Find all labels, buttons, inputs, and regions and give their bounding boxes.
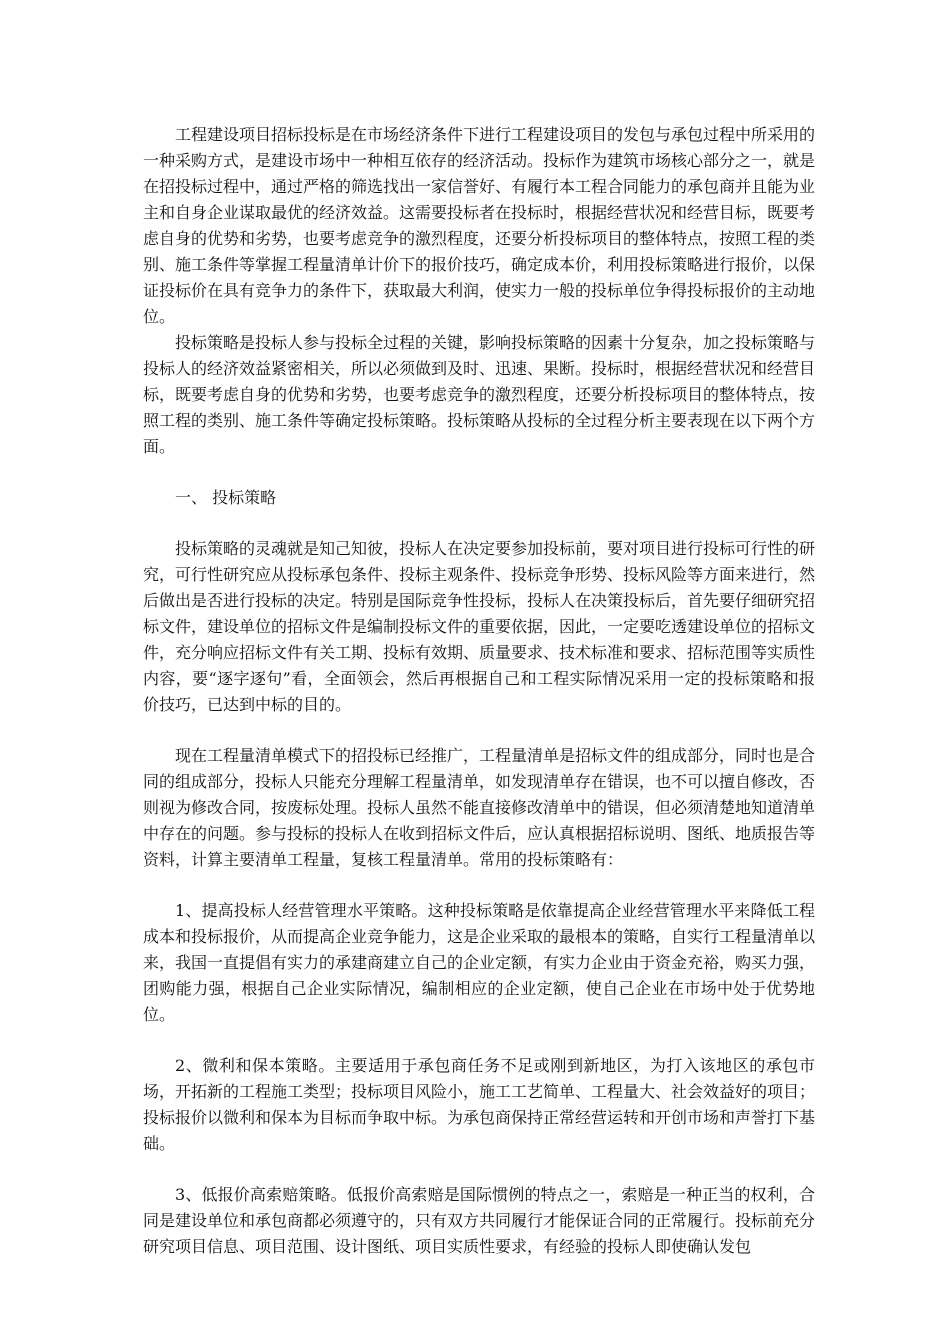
paragraph-strategy-overview: 投标策略是投标人参与投标全过程的关键，影响投标策略的因素十分复杂，加之投标策略与投标人的经济效益紧密相关，所以必须做到及时、迅速、果断。投标时，根据经营状况和经营目标，既要考虑自身的优势和劣势，也要考虑竞争的激烈程度，还要分析投标项目的整体特点，按照工程的类别、施工条件等确定投标策略。投标策略从投标的全过程分析主要表现在以下两个方面。 (143, 333, 816, 456)
spacer (143, 1028, 815, 1053)
section-heading: 一、 投标策略 (175, 488, 277, 507)
paragraph-strategy-1: 1、提高投标人经营管理水平策略。这种投标策略是依靠提高企业经营管理水平来降低工程成本和投标报价，从而提高企业竞争能力，这是企业采取的最根本的策略，自实行工程量清单以来，我国一直提倡有实力的承建商建立自己的企业定额，有实力企业由于资金充裕，购买力强，团购能力强，根据自己企业实际情况，编制相应的企业定额，使自己企业在市场中处于优势地位。 (143, 901, 816, 1024)
paragraph-strategy-2: 2、微利和保本策略。主要适用于承包商任务不足或刚到新地区，为打入该地区的承包市场，开拓新的工程施工类型；投标项目风险小，施工工艺简单、工程量大、社会效益好的项目；投标报价以微利和保本为目标而争取中标。为承包商保持正常经营运转和开创市场和声誉打下基础。 (143, 1056, 816, 1153)
paragraph-know-yourself: 投标策略的灵魂就是知己知彼，投标人在决定要参加投标前，要对项目进行投标可行性的研究，可行性研究应从投标承包条件、投标主观条件、投标竞争形势、投标风险等方面来进行，然后做出是否进行投标的决定。特别是国际竞争性投标，投标人在决策投标后，首先要仔细研究招标文件，建设单位的招标文件是编制投标文件的重要依据，因此，一定要吃透建设单位的招标文件，充分响应招标文件有关工期、投标有效期、质量要求、技术标准和要求、招标范围等实质性内容，要“逐字逐句”看，全面领会，然后再根据自己和工程实际情况采用一定的投标策略和报价技巧，已达到中标的目的。 (143, 539, 816, 714)
spacer (143, 718, 815, 743)
spacer (143, 460, 815, 485)
paragraph-bill-of-quantities: 现在工程量清单模式下的招投标已经推广，工程量清单是招标文件的组成部分，同时也是合同的组成部分，投标人只能充分理解工程量清单，如发现清单存在错误，也不可以擅自修改，否则视为修改合同，按废标处理。投标人虽然不能直接修改清单中的错误，但必须清楚地知道清单中存在的问题。参与投标的投标人在收到招标文件后，应认真根据招标说明、图纸、地质报告等资料，计算主要清单工程量，复核工程量清单。常用的投标策略有： (143, 746, 816, 869)
document-body (143, 122, 815, 1260)
paragraph-intro: 工程建设项目招标投标是在市场经济条件下进行工程建设项目的发包与承包过程中所采用的一种采购方式，是建设市场中一种相互依存的经济活动。投标作为建筑市场核心部分之一，就是在招投标过程中，通过严格的筛选找出一家信誉好、有履行本工程合同能力的承包商并且能为业主和自身企业谋取最优的经济效益。这需要投标者在投标时，根据经营状况和经营目标，既要考虑自身的优势和劣势，也要考虑竞争的激烈程度，还要分析投标项目的整体特点，按照工程的类别、施工条件等掌握工程量清单计价下的报价技巧，确定成本价，利用投标策略进行报价，以保证投标价在具有竞争力的条件下，获取最大利润，使实力一般的投标单位争得投标报价的主动地位。 (143, 125, 816, 326)
paragraph-strategy-3: 3、低报价高索赔策略。低报价高索赔是国际惯例的特点之一，索赔是一种正当的权利，合同是建设单位和承包商都必须遵守的，只有双方共同履行才能保证合同的正常履行。投标前充分研究项目信息、项目范围、设计图纸、项目实质性要求，有经验的投标人即使确认发包 (143, 1185, 816, 1256)
spacer (143, 511, 815, 536)
spacer (143, 1157, 815, 1182)
spacer (143, 873, 815, 898)
